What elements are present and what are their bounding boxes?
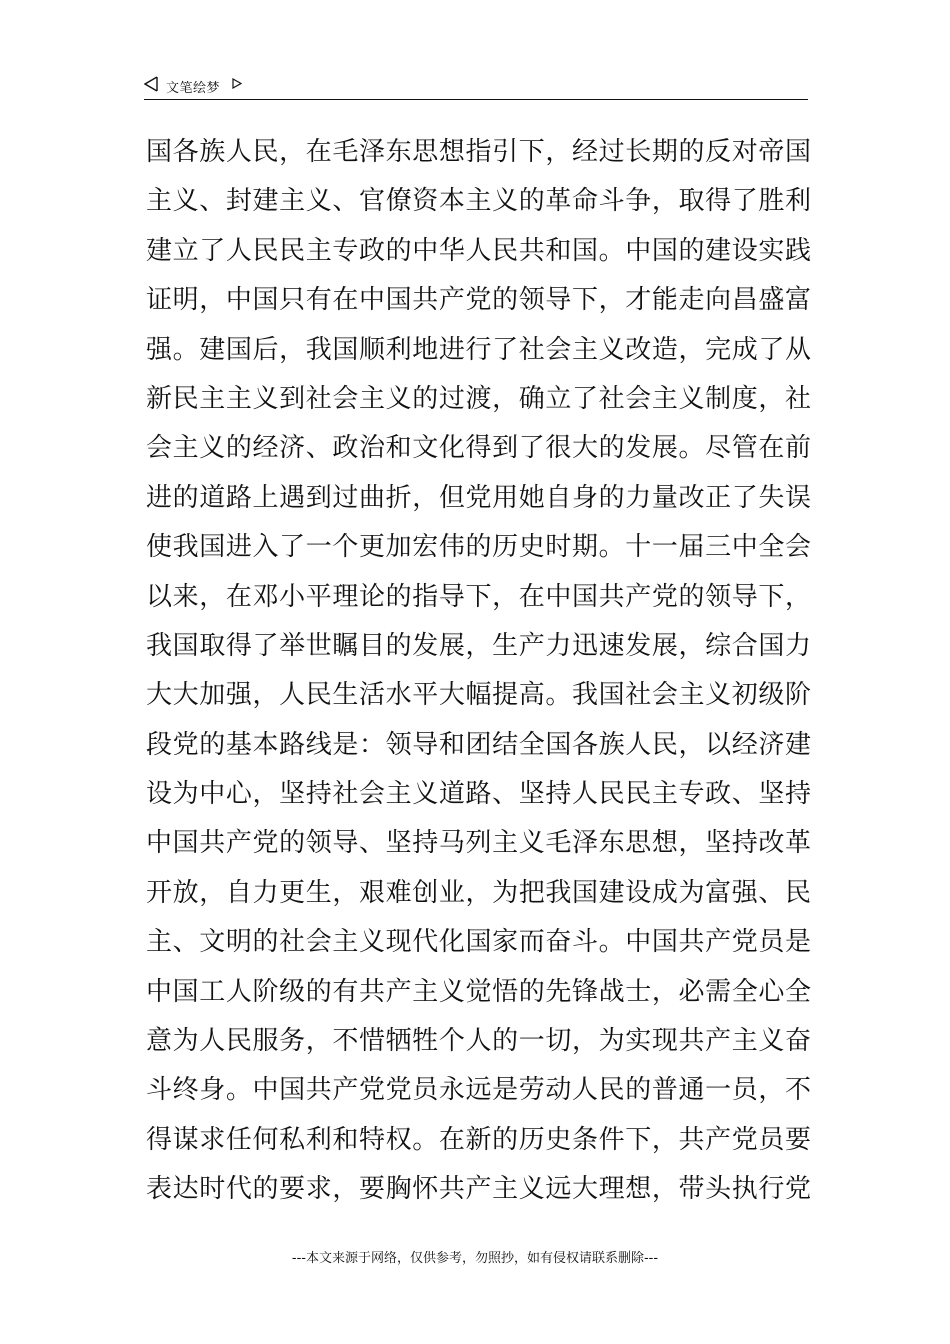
body-line: 进的道路上遇到过曲折，但党用她自身的力量改正了失误 (146, 482, 811, 513)
document-body (146, 128, 811, 1215)
body-line: 意为人民服务，不惜牺牲个人的一切，为实现共产主义奋 (146, 1026, 811, 1057)
body-line: 斗终身。中国共产党党员永远是劳动人民的普通一员，不 (146, 1075, 811, 1106)
body-line: 得谋求任何私利和特权。在新的历史条件下，共产党员要 (146, 1124, 811, 1155)
left-triangle-icon (144, 76, 158, 92)
body-line: 使我国进入了一个更加宏伟的历史时期。十一届三中全会 (146, 532, 811, 563)
body-line: 建立了人民民主专政的中华人民共和国。中国的建设实践 (146, 235, 811, 266)
body-line: 主、文明的社会主义现代化国家而奋斗。中国共产党员是 (146, 927, 811, 958)
body-line: 国各族人民，在毛泽东思想指引下，经过长期的反对帝国 (146, 137, 811, 167)
page-footer-notice: ---本文来源于网络，仅供参考，勿照抄，如有侵权请联系删除--- (291, 1251, 659, 1266)
body-line: 主义、封建主义、官僚资本主义的革命斗争，取得了胜利 (146, 186, 811, 217)
body-line: 证明，中国只有在中国共产党的领导下，才能走向昌盛富 (146, 285, 811, 316)
right-triangle-icon (232, 78, 242, 89)
body-line: 我国取得了举世瞩目的发展，生产力迅速发展，综合国力 (146, 630, 811, 661)
body-line: 中国共产党的领导、坚持马列主义毛泽东思想，坚持改革 (146, 828, 811, 859)
body-line: 段党的基本路线是：领导和团结全国各族人民，以经济建 (146, 729, 811, 760)
header-brand: 文笔绘梦 (166, 81, 221, 96)
body-line: 新民主主义到社会主义的过渡，确立了社会主义制度，社 (146, 383, 811, 414)
body-line: 大大加强，人民生活水平大幅提高。我国社会主义初级阶 (146, 680, 811, 711)
body-line: 以来，在邓小平理论的指导下，在中国共产党的领导下， (146, 581, 811, 612)
body-line: 强。建国后，我国顺利地进行了社会主义改造，完成了从 (146, 334, 811, 365)
body-line: 中国工人阶级的有共产主义觉悟的先锋战士，必需全心全 (146, 976, 811, 1007)
body-line: 开放，自力更生，艰难创业，为把我国建设成为富强、民 (146, 877, 811, 908)
body-line: 会主义的经济、政治和文化得到了很大的发展。尽管在前 (146, 433, 811, 464)
body-line: 设为中心，坚持社会主义道路、坚持人民民主专政、坚持 (146, 779, 811, 810)
page-header (144, 73, 808, 100)
body-line: 表达时代的要求，要胸怀共产主义远大理想，带头执行党 (146, 1174, 811, 1205)
